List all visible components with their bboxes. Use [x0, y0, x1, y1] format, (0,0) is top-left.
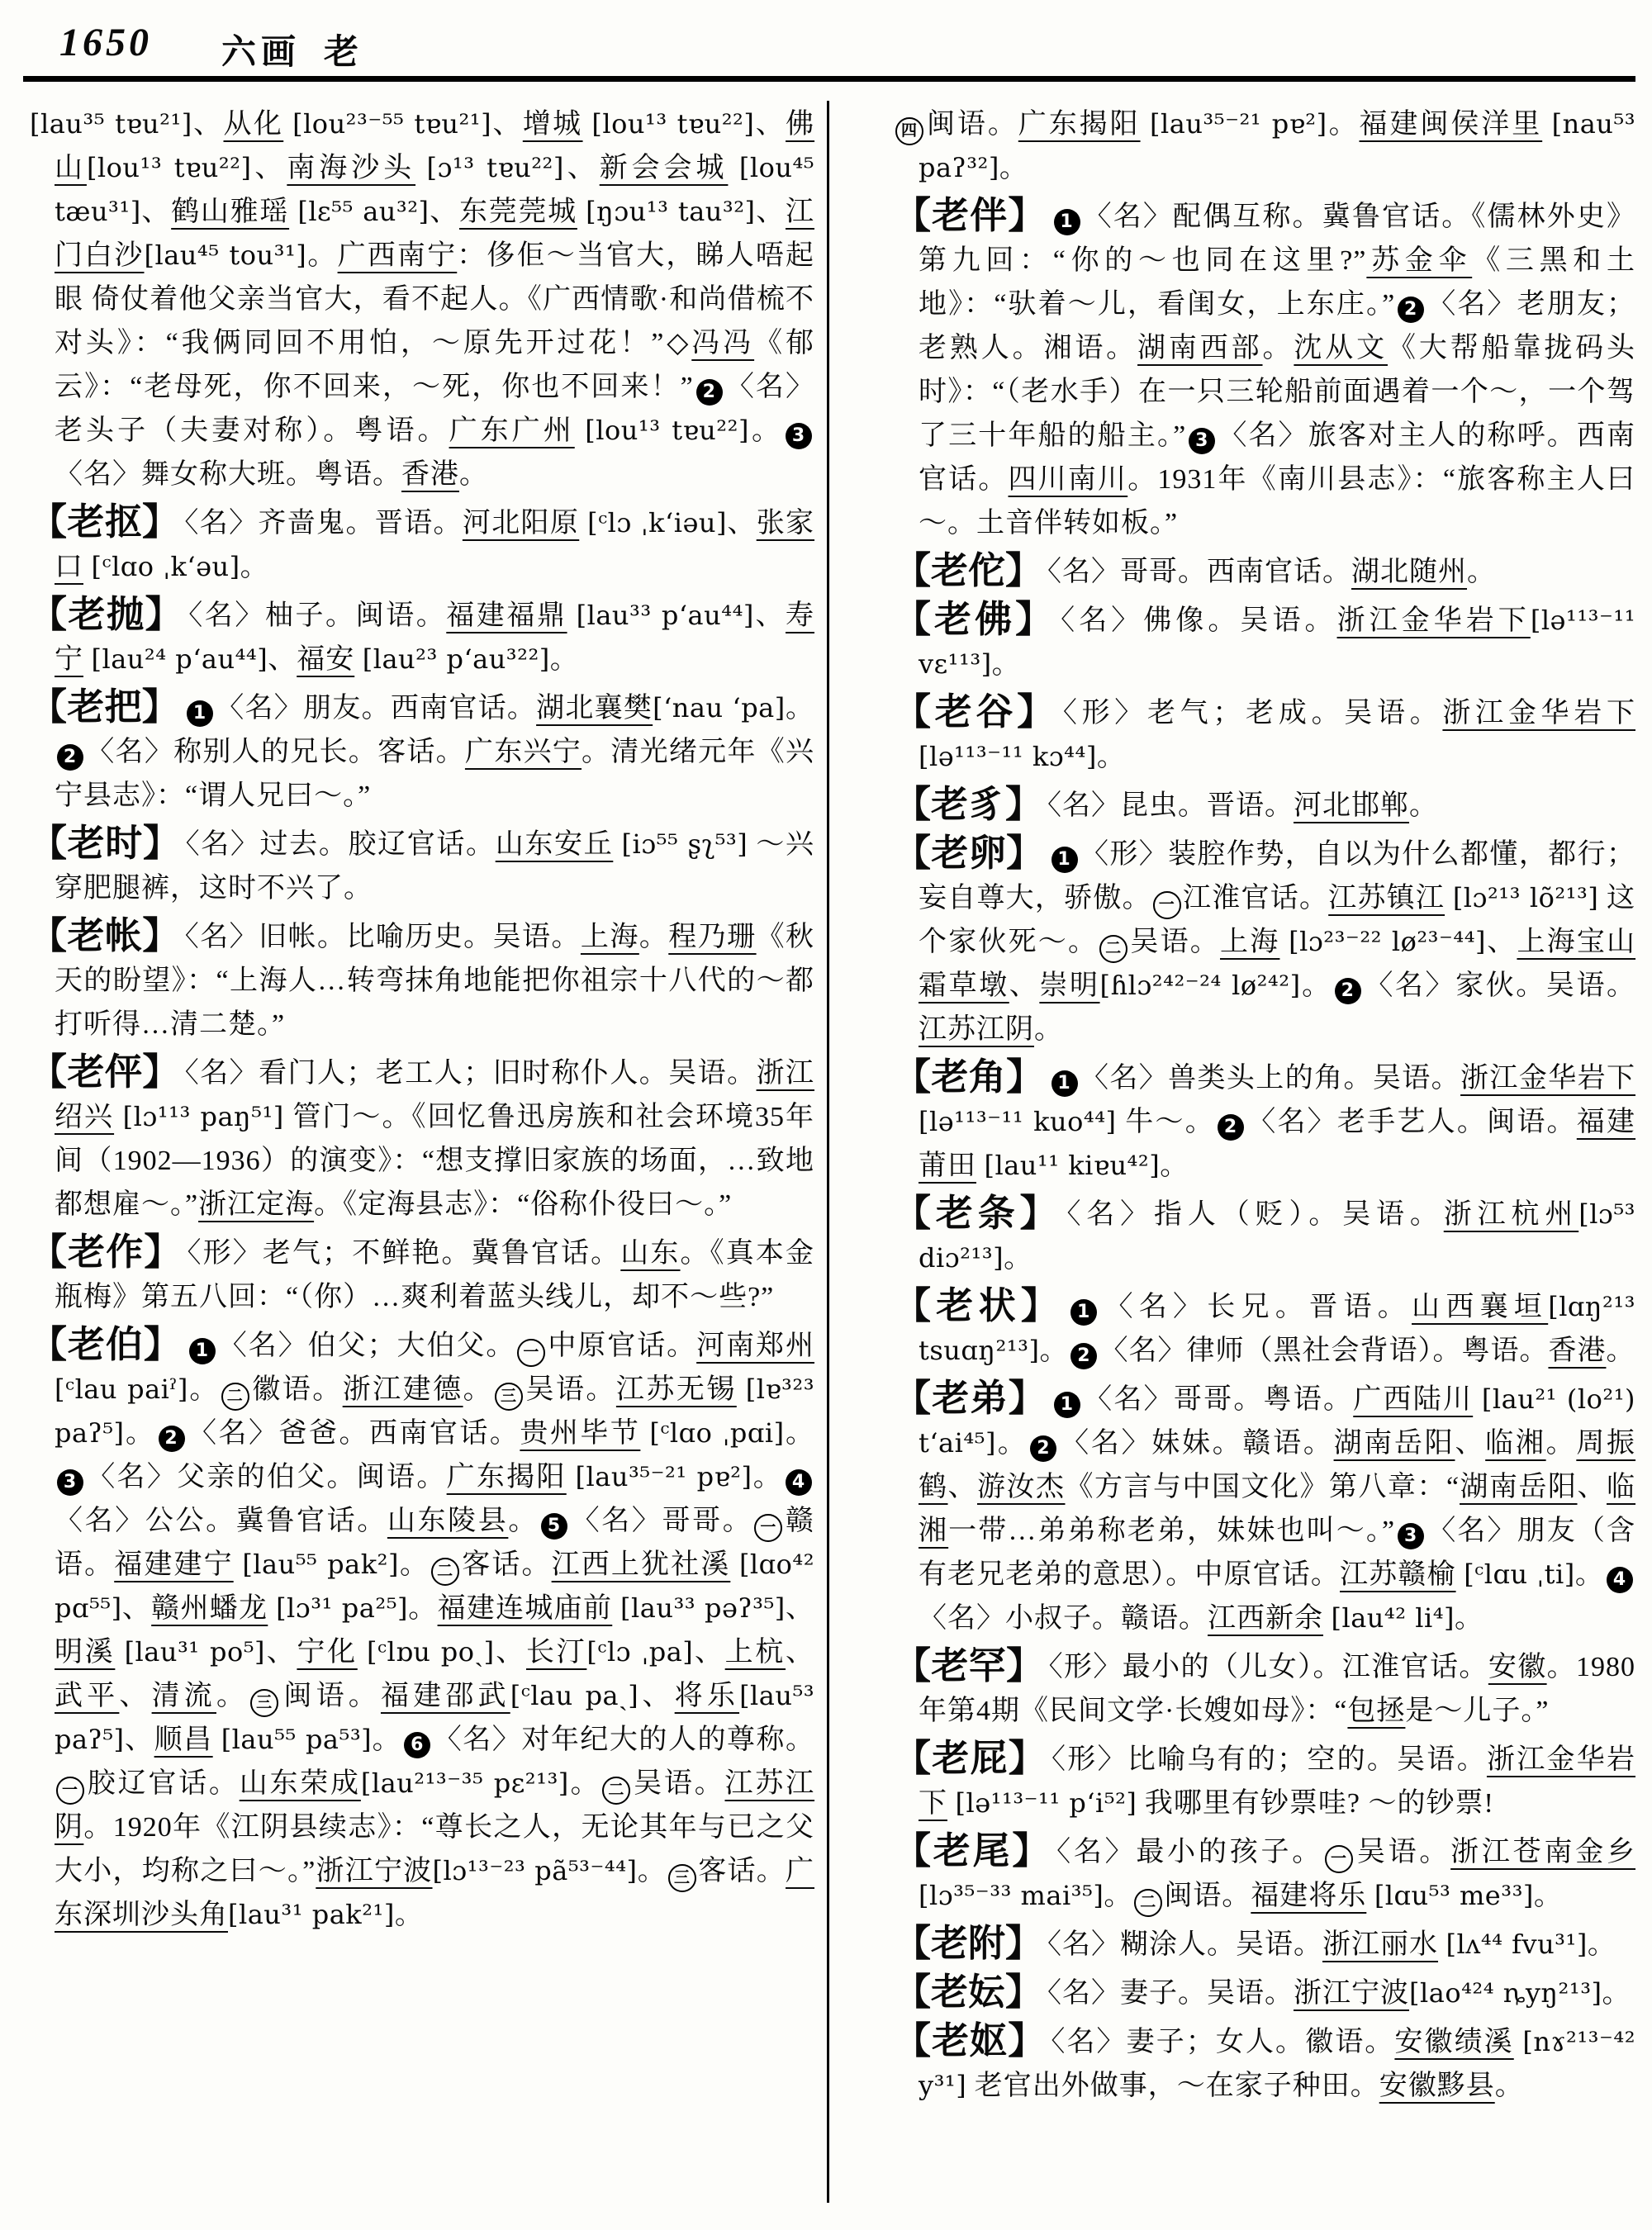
entry-headword: 【老弟】 [894, 1378, 1047, 1419]
subsense-number-icon: 二 [431, 1558, 459, 1586]
entry-headword: 【老状】 [894, 1285, 1064, 1326]
ipa-transcription: [lau²³ pʻau³²²] [362, 643, 550, 675]
sense-number-icon: 2 [1070, 1343, 1097, 1369]
ipa-transcription: [lau⁵⁵ pak²] [242, 1549, 399, 1580]
ipa-transcription: [lə¹¹³⁻¹¹ vɛ¹¹³] [919, 605, 1636, 680]
page-number: 1650 [59, 21, 152, 64]
ipa-transcription: [lɔ³¹ pa²⁵] [276, 1592, 409, 1624]
ipa-transcription: [lɛ⁵⁵ au³²] [297, 196, 430, 227]
proper-name-underline: 广东揭阳 [446, 1462, 567, 1492]
subsense-number-icon: 一 [56, 1777, 84, 1805]
entry-body: 〈名〉指人（贬）。吴语。浙江杭州[lɔ⁵³ diɔ²¹³]。 [919, 1198, 1635, 1274]
ipa-transcription: [ᶜlɔ ˌpa] [586, 1636, 694, 1668]
proper-name-underline: 浙江定海 [198, 1189, 315, 1220]
entry-body: 〈形〉老气；老成。吴语。浙江金华岩下 [lə¹¹³⁻¹¹ kɔ⁴⁴]。 [919, 698, 1635, 772]
proper-name-underline: 广东深圳沙头角 [55, 1856, 815, 1930]
column-divider [827, 101, 829, 2203]
proper-name-underline: 浙江宁波 [1294, 1978, 1410, 2009]
proper-name-underline: 山西襄垣 [1412, 1292, 1549, 1322]
proper-name-underline: 福建连城庙前 [437, 1593, 613, 1624]
ipa-transcription: [ᶜlau paˎ] [510, 1680, 639, 1711]
proper-name-underline: 福建邵武 [380, 1681, 510, 1711]
proper-name-underline: 安徽绩溪 [1394, 2027, 1514, 2057]
sense-number-icon: 2 [1335, 978, 1361, 1004]
ipa-transcription: [ᶜlɑo ˌpɑi] [649, 1417, 785, 1449]
ipa-transcription: [lɔ³⁵⁻³³ mai³⁵] [919, 1880, 1104, 1911]
ipa-transcription: [lɑo⁴² pɑ⁵⁵] [55, 1549, 815, 1624]
entry-body: 〈名〉妻子；女人。徽语。安徽绩溪 [nɤ²¹³⁻⁴² y³¹] 老官出外做事，～在家子种田。安徽黟县。 [919, 2026, 1636, 2101]
entry-headword: 【老角】 [894, 1056, 1044, 1098]
subsense-number-icon: 三 [668, 1864, 696, 1892]
ipa-transcription: [ᶜlau paiˀ] [55, 1374, 188, 1405]
sense-number-icon: 1 [189, 1338, 216, 1364]
proper-name-underline: 山东陵县 [387, 1506, 509, 1536]
subsense-number-icon: 三 [250, 1689, 278, 1717]
section-title [221, 25, 363, 74]
subsense-number-icon: 一 [517, 1339, 545, 1367]
sense-number-icon: 1 [1051, 1070, 1078, 1097]
ipa-transcription: [lɔ⁵³ diɔ²¹³] [919, 1198, 1635, 1274]
proper-name-underline: 河北邯郸 [1294, 790, 1410, 821]
entry-老伴 [894, 194, 1635, 545]
proper-name-underline: 冯冯 [691, 328, 755, 358]
proper-name-underline: 长汀 [526, 1637, 587, 1668]
entry-老条 [894, 1192, 1635, 1280]
proper-name-underline: 香港 [1548, 1336, 1607, 1366]
entry-body: 〈形〉老气；不鲜艳。冀鲁官话。山东。《真本金瓶梅》第五八回：“（你）…爽利着蓝头线儿，却不～些?” [55, 1238, 815, 1312]
proper-name-underline: 广东揭阳 [1018, 109, 1141, 140]
entry-headword: 【老伯】 [30, 1324, 182, 1365]
ipa-transcription: [lau²¹³⁻³⁵ pɛ²¹³] [360, 1767, 569, 1799]
proper-name-underline: 江门白沙 [55, 197, 814, 271]
entry-body: 〈名〉看门人；老工人；旧时称仆人。吴语。浙江绍兴 [lɔ¹¹³ paŋ⁵¹] 管门～。《回忆鲁迅房族和社会环境35年间（1902—1936）的演变》：“想支撑旧家族的场面，…致地都想雇～。”浙江定海。《定海县志》：“俗称仆役曰～。” [55, 1058, 815, 1220]
entry-headword: 【老条】 [894, 1193, 1062, 1234]
entry-老尾 [894, 1829, 1635, 1918]
proper-name-underline: 上杭 [724, 1637, 786, 1668]
entry-body: 〈名〉佛像。吴语。浙江金华岩下[lə¹¹³⁻¹¹ vɛ¹¹³]。 [919, 605, 1636, 680]
entry-老豸 [894, 783, 1635, 828]
proper-name-underline: 福建福鼎 [446, 600, 567, 631]
entry-body: 〈名〉糊涂人。吴语。浙江丽水 [lʌ⁴⁴ fvu³¹]。 [1047, 1929, 1616, 1960]
entry-headword: 【老妪】 [894, 2020, 1047, 2062]
ipa-transcription: [lau²⁴ pʻau⁴⁴] [91, 643, 268, 675]
ipa-transcription: [lau⁵³ paʔ⁵] [55, 1680, 815, 1755]
ipa-transcription: [ɔ¹³ tɐu²²] [426, 152, 564, 183]
proper-name-underline: 江苏江阴 [55, 1768, 815, 1843]
ipa-transcription: [lə¹¹³⁻¹¹ pʻi⁵²] [955, 1787, 1137, 1819]
entry-老角 [894, 1056, 1635, 1188]
proper-name-underline: 江苏江阴 [919, 1014, 1034, 1045]
sense-number-icon: 1 [187, 700, 213, 727]
ipa-transcription: [lau³³ pəʔ³⁵] [620, 1592, 786, 1624]
sense-number-icon: 1 [1054, 1392, 1080, 1418]
ipa-transcription: [ŋɔu¹³ tau³²] [586, 196, 756, 227]
proper-name-underline: 福建闽侯洋里 [1359, 109, 1543, 140]
entry-老妪 [894, 2019, 1635, 2108]
proper-name-underline: 将乐 [674, 1681, 740, 1711]
ipa-transcription: [ᶜlɑu ˌti] [1464, 1559, 1575, 1590]
ipa-transcription: [lɐ³²³ paʔ⁵] [55, 1374, 815, 1449]
sense-number-icon: 2 [57, 744, 83, 771]
entry-body: 1 〈名〉长兄。晋语。山西襄垣[lɑŋ²¹³ tsuɑŋ²¹³]。 2 〈名〉律师（黑社会背语）。粤语。香港。 [919, 1292, 1635, 1366]
proper-name-underline: 四川南川 [1008, 464, 1128, 495]
radical-char: 老 [324, 34, 364, 72]
sense-number-icon: 3 [1189, 428, 1215, 454]
proper-name-underline: 清流 [151, 1681, 216, 1711]
entry-body: 1 〈名〉伯父；大伯父。 一 中原官话。河南郑州 [ᶜlau paiˀ]。 二 徽语。浙江建德。 三 吴语。江苏无锡 [lɐ³²³ paʔ⁵]。 2 〈名〉爸爸。西南官话。贵州毕节 [ᶜlɑo ˌpɑi]。3 〈名〉父亲的伯父。闽语。广东揭阳 [lau³⁵⁻²¹ pɐ²]。 4〈名〉公公。冀鲁官话。山东陵县。 5 〈名〉哥哥。 一 赣语。福建建宁 [lau⁵⁵ pak²]。 二 客话。江西上犹社溪 [lɑo⁴² pɑ⁵⁵]、赣州蟠龙 [lɔ³¹ pa²⁵]。福建连城庙前 [lau³³ pəʔ³⁵]、明溪 [lau³¹ po⁵]、宁化 [ᶜlɒu poˎ]、长汀[ᶜlɔ ˌpa]、上杭、武平、清流。 三 闽语。福建邵武[ᶜlau paˎ]、将乐[lau⁵³ paʔ⁵]、顺昌 [lau⁵⁵ pa⁵³]。 6 〈名〉对年纪大的人的尊称。一 胶辽官话。山东荣成[lau²¹³⁻³⁵ pɛ²¹³]。 二 吴语。江苏江阴。1920年《江阴县续志》：“尊长之人，无论其年与已之父大小，均称之曰～。”浙江宁波[lɔ¹³⁻²³ pã⁵³⁻⁴⁴]。 三 客话。广东深圳沙头角[lau³¹ pak²¹]。 [55, 1331, 815, 1930]
sense-number-icon: 3 [1398, 1523, 1424, 1549]
ipa-transcription: [lau³¹ pak²¹] [228, 1899, 395, 1930]
sense-number-icon: 3 [57, 1469, 83, 1496]
proper-name-underline: 张家口 [55, 508, 815, 582]
entry-headword: 【老抛】 [30, 594, 184, 635]
entry-老罕 [894, 1644, 1635, 1733]
subsense-number-icon: 二 [1134, 1889, 1162, 1917]
proper-name-underline: 香港 [401, 459, 459, 490]
entry-body: 〈名〉最小的孩子。 一 吴语。浙江苍南金乡 [lɔ³⁵⁻³³ mai³⁵]。 二 闽语。福建将乐 [lɑu⁵³ me³³]。 [919, 1837, 1635, 1911]
entry-老时 [30, 822, 814, 910]
ipa-transcription: [lau³³ pʻau⁴⁴] [576, 600, 754, 631]
proper-name-underline: 顺昌 [154, 1725, 213, 1755]
ipa-transcription: [lau³⁵ tɐu²¹] [30, 108, 192, 140]
entry-老帐 [30, 914, 814, 1046]
subsense-number-icon: 四 [895, 117, 923, 145]
entry-body: 1 〈名〉配偶互称。冀鲁官话。《儒林外史》第九回：“你的～也同在这里?”苏金伞《三黑和土地》：“驮着～儿，看闺女，上东庄。” 2 〈名〉老朋友；老熟人。湘语。湖南西部。沈从文《大帮船靠拢码头时》：“（老水手）在一只三轮船前面遇着一个～，一个驾了三十年船的船主。” 3 〈名〉旅客对主人的称呼。西南官话。四川南川。1931年《南川县志》：“旅客称主人曰～。土音伴转如板。” [919, 202, 1636, 539]
ipa-transcription: [lau⁴⁵ tou³¹] [144, 240, 307, 271]
proper-name-underline: 湖南岳阳 [1460, 1472, 1578, 1502]
ipa-transcription: [ɦlɔ²⁴²⁻²⁴ lø²⁴²] [1099, 970, 1301, 1001]
entry-headword: 【老豸】 [894, 784, 1043, 825]
proper-name-underline: 福建莆田 [919, 1107, 1636, 1181]
entry-老抛 [30, 593, 814, 681]
sense-number-icon: 2 [1398, 297, 1424, 323]
proper-name-underline: 南海沙头 [287, 153, 416, 183]
entry-body: 〈形〉最小的（儿女）。江淮官话。安徽。1980年第4期《民间文学·长嫂如母》：“包拯是～儿子。” [919, 1652, 1635, 1726]
ipa-transcription: [lau³¹ po⁵] [124, 1636, 266, 1668]
ipa-transcription: [lau³⁵⁻²¹ pɐ²] [575, 1461, 752, 1492]
proper-name-underline: 浙江金华岩下 [1442, 698, 1635, 728]
entry-body: 〈名〉旧帐。比喻历史。吴语。上海。程乃珊《秋天的盼望》：“上海人…转弯抹角地能把你祖宗十八代的～都打听得…清二楚。” [55, 922, 815, 1040]
entry-headword: 【老把】 [30, 686, 180, 728]
proper-name-underline: 安徽黟县 [1379, 2071, 1495, 2101]
entry-continuation [30, 102, 814, 496]
proper-name-underline: 湖北襄樊 [536, 693, 653, 724]
ipa-transcription: [lɑu⁵³ me³³] [1374, 1880, 1534, 1911]
subsense-number-icon: 一 [1325, 1845, 1353, 1873]
ipa-transcription: [lau⁴² li⁴] [1331, 1602, 1455, 1634]
ipa-transcription: [lou²³⁻⁵⁵ tɐu²¹] [292, 108, 492, 140]
proper-name-underline: 上海 [1220, 927, 1280, 957]
entry-body: 〈名〉妻子。吴语。浙江宁波[lao⁴²⁴ ȵyŋ²¹³]。 [1047, 1977, 1631, 2009]
entry-headword: 【老屁】 [894, 1738, 1047, 1779]
entry-headword: 【老作】 [30, 1231, 183, 1273]
proper-name-underline: 广西陆川 [1353, 1384, 1474, 1415]
proper-name-underline: 鹤山雅瑶 [171, 197, 290, 227]
entry-body: 〈名〉齐啬鬼。晋语。河北阳原 [ᶜlɔ ˌkʻiəu]、张家口 [ᶜlɑo ˌkʻəu]。 [55, 507, 815, 582]
ipa-transcription: [ᶜlɑo ˌkʻəu] [91, 551, 240, 582]
entry-老把 [30, 686, 814, 818]
sense-number-icon: 5 [541, 1513, 567, 1540]
ipa-transcription: [lʌ⁴⁴ fvu³¹] [1446, 1929, 1588, 1960]
subsense-number-icon: 二 [602, 1777, 630, 1805]
entry-headword: 【老时】 [30, 823, 181, 864]
proper-name-underline: 临湘 [1485, 1428, 1546, 1459]
entry-老伻 [30, 1051, 814, 1226]
proper-name-underline: 上海 [580, 922, 639, 952]
proper-name-underline: 包拯 [1347, 1696, 1406, 1726]
entry-body: [lau³⁵ tɐu²¹]、从化 [lou²³⁻⁵⁵ tɐu²¹]、增城 [lou¹³ tɐu²²]、佛山[lou¹³ tɐu²²]、南海沙头 [ɔ¹³ tɐu²²]、新会会城 [lou⁴⁵ tæu³¹]、鹤山雅瑶 [lɛ⁵⁵ au³²]、东莞莞城 [ŋɔu¹³ tau³²]、江门白沙[lau⁴⁵ tou³¹]。广西南宁：侈佢～当官大，睇人唔起眼 倚仗着他父亲当官大，看不起人。《广西情歌·和尚借梳不对头》：“我俩同回不用怕，～原先开过花！”◇冯冯《郁云》：“老母死，你不回来，～死，你也不回来！” 2 〈名〉老头子（夫妻对称）。粤语。广东广州 [lou¹³ tɐu²²]。 3〈名〉舞女称大班。粤语。香港。 [30, 108, 815, 490]
entry-headword: 【老佛】 [894, 599, 1056, 640]
proper-name-underline: 浙江金华岩下 [919, 1744, 1635, 1819]
entry-body: 1 〈名〉兽类头上的角。吴语。浙江金华岩下 [lə¹¹³⁻¹¹ kuo⁴⁴] 牛～。 2 〈名〉老手艺人。闽语。福建莆田 [lau¹¹ kiɐu⁴²]。 [919, 1063, 1636, 1181]
proper-name-underline: 贵州毕节 [520, 1418, 641, 1449]
proper-name-underline: 新会会城 [599, 153, 729, 183]
proper-name-underline: 从化 [223, 109, 284, 140]
proper-name-underline: 浙江宁波 [316, 1856, 433, 1886]
entry-headword: 【老抠】 [30, 501, 180, 543]
ipa-transcription: [lau²¹ (lo²¹) tʻai⁴⁵] [919, 1383, 1636, 1459]
proper-name-underline: 福建建宁 [114, 1549, 234, 1580]
ipa-transcription: [ʻnau ʻpa] [653, 692, 786, 724]
entry-老抠 [30, 501, 814, 589]
entry-老状 [894, 1284, 1635, 1373]
proper-name-underline: 浙江杭州 [1443, 1199, 1579, 1230]
proper-name-underline: 武平 [55, 1681, 120, 1711]
ipa-transcription: [lɔ²³⁻²² lø²³⁻⁴⁴] [1289, 926, 1487, 957]
proper-name-underline: 山东 [620, 1238, 681, 1269]
proper-name-underline: 江西上犹社溪 [551, 1549, 731, 1580]
sense-number-icon: 2 [1218, 1114, 1244, 1141]
proper-name-underline: 东莞莞城 [458, 197, 577, 227]
proper-name-underline: 河北阳原 [462, 508, 580, 539]
proper-name-underline: 福安 [297, 644, 355, 675]
entry-headword: 【老附】 [894, 1923, 1043, 1964]
sense-number-icon: 4 [786, 1469, 812, 1496]
proper-name-underline: 周振鹤 [919, 1428, 1636, 1502]
subsense-number-icon: 一 [754, 1514, 782, 1542]
proper-name-underline: 佛山 [55, 109, 815, 183]
proper-name-underline: 福建将乐 [1251, 1881, 1367, 1911]
proper-name-underline: 临湘 [919, 1472, 1636, 1546]
sense-number-icon: 1 [1051, 847, 1078, 873]
entry-老谷 [894, 690, 1635, 779]
proper-name-underline: 赣州蟠龙 [151, 1593, 268, 1624]
entry-body: 〈名〉哥哥。西南官话。湖北随州。 [1047, 557, 1497, 587]
ipa-transcription: [lɔ¹³⁻²³ pã⁵³⁻⁴⁴] [432, 1855, 638, 1886]
entry-headword: 【老伴】 [894, 195, 1047, 236]
ipa-transcription: [nɤ²¹³⁻⁴² y³¹] [919, 2026, 1636, 2101]
entry-body: 1 〈名〉朋友。西南官话。湖北襄樊[ʻnau ʻpa]。2 〈名〉称别人的兄长。客话。广东兴宁。清光绪元年《兴宁县志》：“谓人兄曰～。” [55, 692, 815, 811]
entry-老附 [894, 1922, 1635, 1967]
proper-name-underline: 明溪 [55, 1637, 116, 1668]
sense-number-icon: 2 [1030, 1435, 1056, 1462]
ipa-transcription: [lɔ¹¹³ paŋ⁵¹] [122, 1101, 284, 1132]
entry-headword: 【老罕】 [894, 1645, 1044, 1687]
proper-name-underline: 浙江金华岩下 [1460, 1063, 1635, 1094]
ipa-transcription: [iɔ⁵⁵ ʂʅ⁵³] [621, 828, 748, 860]
entry-headword: 【老尾】 [894, 1830, 1052, 1872]
entry-headword: 【老佗】 [894, 550, 1043, 591]
proper-name-underline: 湖北随州 [1351, 557, 1468, 587]
entry-body: 1 〈名〉哥哥。粤语。广西陆川 [lau²¹ (lo²¹) tʻai⁴⁵]。 2 〈名〉妹妹。赣语。湖南岳阳、临湘。周振鹤、游汝杰《方言与中国文化》第八章：“湖南岳阳、临湘一带…弟弟称老弟，妹妹也叫～。” 3 〈名〉朋友（含有老兄老弟的意思）。中原官话。江苏赣榆 [ᶜlɑu ˌti]。 4〈名〉小叔子。赣语。江西新余 [lau⁴² li⁴]。 [919, 1383, 1636, 1634]
sense-number-icon: 2 [159, 1426, 185, 1452]
proper-name-underline: 宁化 [297, 1637, 358, 1668]
ipa-transcription: [lou¹³ tɐu²²] [591, 108, 755, 140]
entry-continuation [894, 102, 1635, 190]
ipa-transcription: [lau⁵⁵ pa⁵³] [221, 1724, 373, 1755]
subsense-number-icon: 三 [495, 1383, 523, 1411]
proper-name-underline: 湖南岳阳 [1333, 1428, 1455, 1459]
sense-number-icon: 1 [1070, 1299, 1097, 1326]
column-left [30, 102, 814, 1941]
subsense-number-icon: 二 [1099, 935, 1127, 963]
entry-老佗 [894, 549, 1635, 594]
proper-name-underline: 浙江金华岩下 [1336, 605, 1531, 636]
proper-name-underline: 安徽 [1488, 1652, 1547, 1682]
ipa-transcription: [lɔ²¹³ lõ²¹³] [1452, 882, 1599, 913]
sense-number-icon: 2 [696, 379, 723, 406]
sense-number-icon: 6 [404, 1732, 430, 1758]
proper-name-underline: 寿宁 [55, 600, 815, 675]
proper-name-underline: 程乃珊 [668, 922, 757, 952]
proper-name-underline: 广东兴宁 [464, 737, 582, 767]
entry-body: 〈名〉过去。胶辽官话。山东安丘 [iɔ⁵⁵ ʂʅ⁵³] ～兴穿肥腿裤，这时不兴了。 [55, 828, 815, 904]
ipa-transcription: [lɑŋ²¹³ tsuɑŋ²¹³] [919, 1291, 1635, 1366]
entry-body: 〈形〉比喻乌有的；空的。吴语。浙江金华岩下 [lə¹¹³⁻¹¹ pʻi⁵²] 我哪里有钞票哇? ～的钞票! [919, 1744, 1635, 1819]
entry-body: 1 〈形〉装腔作势，自以为什么都懂，都行；妄自尊大，骄傲。 一 江淮官话。江苏镇江 [lɔ²¹³ lõ²¹³] 这个家伙死～。 二 吴语。上海 [lɔ²³⁻²² lø²³⁻⁴⁴]、上海宝山霜草墩、崇明[ɦlɔ²⁴²⁻²⁴ lø²⁴²]。 2 〈名〉家伙。吴语。江苏江阴。 [919, 839, 1636, 1045]
proper-name-underline: 湖南西部 [1137, 333, 1263, 363]
ipa-transcription: [nau⁵³ paʔ³²] [919, 108, 1636, 183]
ipa-transcription: [lə¹¹³⁻¹¹ kɔ⁴⁴] [919, 741, 1097, 772]
proper-name-underline: 山东安丘 [495, 829, 614, 860]
subsense-number-icon: 一 [1153, 891, 1181, 919]
sense-number-icon: 3 [786, 423, 812, 449]
proper-name-underline: 广东广州 [449, 415, 575, 446]
proper-name-underline: 苏金伞 [1366, 245, 1473, 276]
proper-name-underline: 沈从文 [1294, 333, 1388, 363]
proper-name-underline: 崇明 [1039, 970, 1100, 1001]
proper-name-underline: 上海宝山霜草墩 [919, 927, 1636, 1001]
ipa-transcription: [ᶜlɔ ˌkʻiəu] [587, 507, 727, 539]
header-rule [23, 76, 1635, 82]
ipa-transcription: [lə¹¹³⁻¹¹ kuo⁴⁴] [919, 1106, 1117, 1137]
proper-name-underline: 游汝杰 [977, 1472, 1066, 1502]
proper-name-underline: 浙江绍兴 [55, 1058, 815, 1132]
ipa-transcription: [lau³⁵⁻²¹ pɐ²] [1150, 108, 1327, 140]
proper-name-underline: 浙江苍南金乡 [1450, 1837, 1636, 1867]
subsense-number-icon: 二 [221, 1383, 249, 1411]
proper-name-underline: 广西南宁 [337, 240, 458, 271]
proper-name-underline: 江西新余 [1208, 1603, 1323, 1634]
entry-老屁 [894, 1737, 1635, 1825]
entry-headword: 【老卵】 [894, 833, 1044, 874]
entry-headword: 【老伻】 [30, 1051, 180, 1093]
stroke-count-label: 六画 [221, 34, 301, 72]
column-right [894, 102, 1635, 2112]
entry-body: 〈名〉昆虫。晋语。河北邯郸。 [1047, 790, 1439, 821]
page-header [0, 13, 1652, 73]
entry-老卵 [894, 832, 1635, 1051]
entry-headword: 【老帐】 [30, 915, 180, 956]
ipa-transcription: [lou¹³ tɐu²²] [585, 415, 749, 446]
entry-老作 [30, 1231, 814, 1319]
entry-headword: 【老谷】 [894, 691, 1058, 733]
proper-name-underline: 河南郑州 [696, 1331, 815, 1361]
ipa-transcription: [lao⁴²⁴ ȵyŋ²¹³] [1409, 1977, 1602, 2009]
proper-name-underline: 江苏赣榆 [1340, 1559, 1456, 1590]
proper-name-underline: 浙江丽水 [1322, 1929, 1439, 1960]
sense-number-icon: 4 [1607, 1567, 1633, 1593]
entry-老佛 [894, 598, 1635, 686]
proper-name-underline: 江苏无锡 [615, 1374, 737, 1405]
ipa-transcription: [ᶜlɒu poˎ] [366, 1636, 495, 1668]
entry-老妘 [894, 1971, 1635, 2015]
ipa-transcription: [lou¹³ tɐu²²] [86, 152, 252, 183]
ipa-transcription: [lau¹¹ kiɐu⁴²] [984, 1150, 1161, 1181]
entry-老伯 [30, 1323, 814, 1937]
entry-body: 〈名〉柚子。闽语。福建福鼎 [lau³³ pʻau⁴⁴]、寿宁 [lau²⁴ pʻau⁴⁴]、福安 [lau²³ pʻau³²²]。 [55, 600, 815, 675]
proper-name-underline: 增城 [522, 109, 583, 140]
entry-老弟 [894, 1377, 1635, 1640]
proper-name-underline: 江苏镇江 [1328, 883, 1446, 913]
proper-name-underline: 山东荣成 [239, 1768, 361, 1799]
entry-body: 四 闽语。广东揭阳 [lau³⁵⁻²¹ pɐ²]。福建闽侯洋里 [nau⁵³ paʔ³²]。 [894, 109, 1635, 183]
proper-name-underline: 浙江建德 [342, 1374, 463, 1405]
sense-number-icon: 1 [1054, 209, 1080, 235]
entry-headword: 【老妘】 [894, 1971, 1043, 2013]
ipa-transcription: [lou⁴⁵ tæu³¹] [55, 152, 815, 227]
